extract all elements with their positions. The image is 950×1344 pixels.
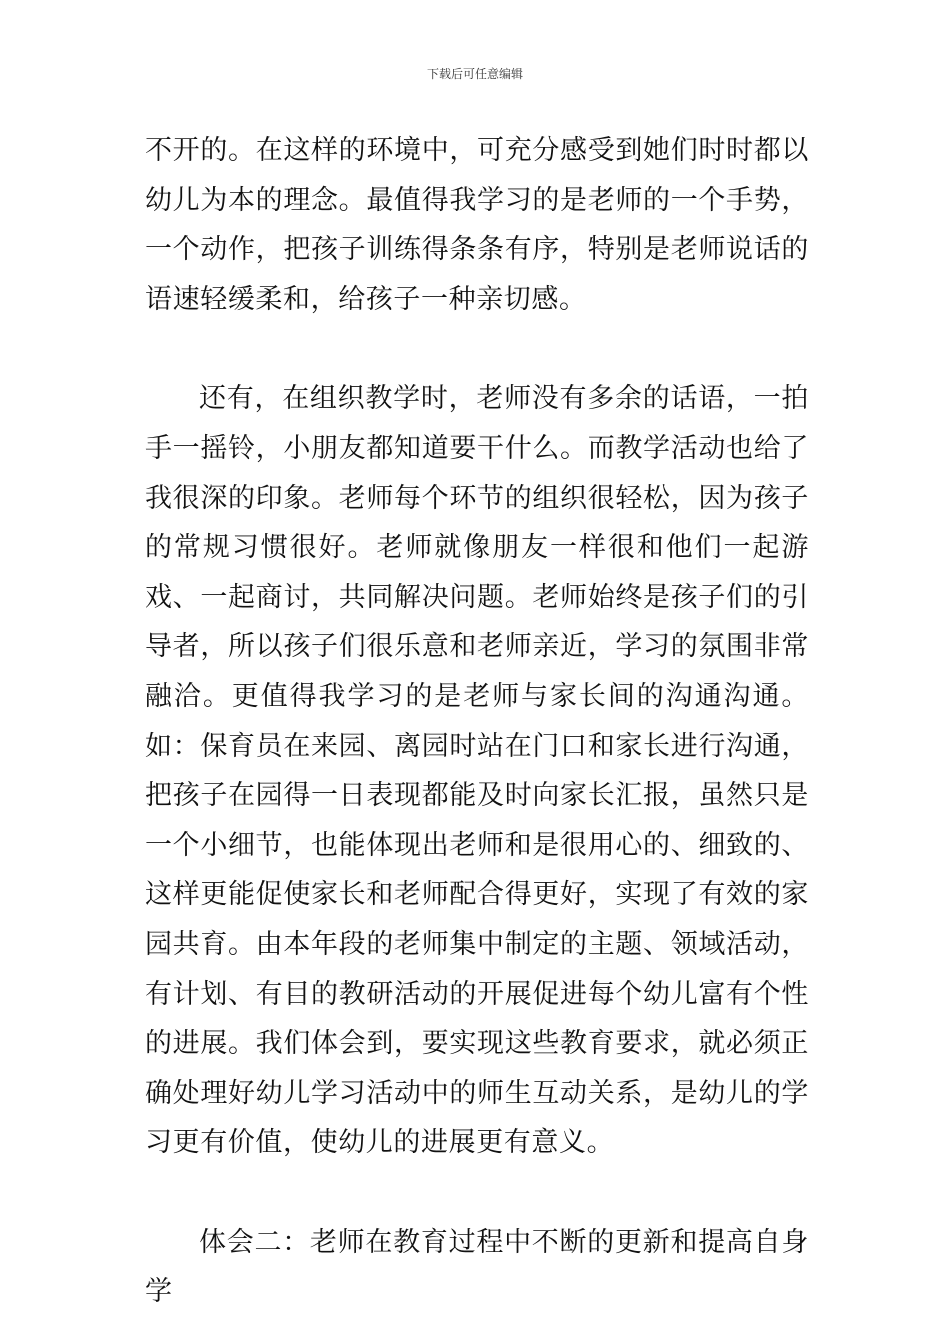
paragraph-3: 体会二：老师在教育过程中不断的更新和提高自身学 xyxy=(145,1226,809,1308)
page-header: 下载后可任意编辑 xyxy=(426,67,523,81)
document-body xyxy=(145,126,809,1317)
paragraph-1: 不开的。在这样的环境中，可充分感受到她们时时都以幼儿为本的理念。最值得我学习的是老师的一个手势，一个动作，把孩子训练得条条有序，特别是老师说话的语速轻缓柔和，给孩子一种亲切感。 xyxy=(145,135,809,315)
paragraph-2: 还有，在组织教学时，老师没有多余的话语，一拍手一摇铃，小朋友都知道要干什么。而教学活动也给了我很深的印象。老师每个环节的组织很轻松，因为孩子的常规习惯很好。老师就像朋友一样很和他们一起游戏、一起商讨，共同解决问题。老师始终是孩子们的引导者，所以孩子们很乐意和老师亲近，学习的氛围非常融洽。更值得我学习的是老师与家长间的沟通沟通。如：保育员在来园、离园时站在门口和家长进行沟通，把孩子在园得一日表现都能及时向家长汇报，虽然只是一个小细节，也能体现出老师和是很用心的、细致的、这样更能促使家长和老师配合得更好，实现了有效的家园共育。由本年段的老师集中制定的主题、领域活动，有计划、有目的教研活动的开展促进每个幼儿富有个性的进展。我们体会到，要实现这些教育要求，就必须正确处理好幼儿学习活动中的师生互动关系，是幼儿的学习更有价值，使幼儿的进展更有意义。 xyxy=(145,383,809,1159)
